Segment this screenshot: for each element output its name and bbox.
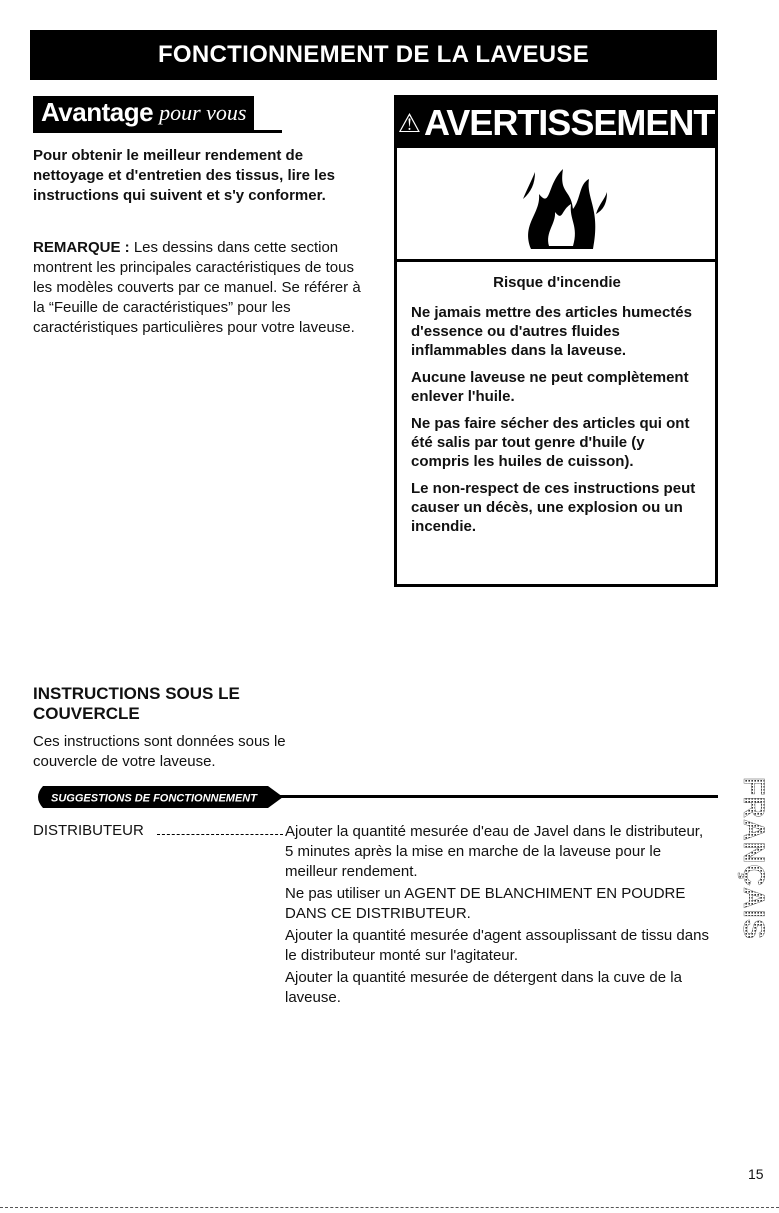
warning-line: Aucune laveuse ne peut complètement enlever l'huile. [411,369,689,405]
note-text: Les dessins dans cette section montrent les principales caractéristiques de tous les modèles couverts par ce manuel. Se référer à la “Feuille de caractéristiques” pour les caractéristiques particulières pour votre laveuse. [33,239,361,336]
bottom-rule [0,1207,779,1208]
intro-text: Pour obtenir le meilleur rendement de nettoyage et d'entretien des tissus, lire les instructions qui suivent et s'y conformer. [33,147,335,204]
suggestions-divider [270,795,718,798]
fire-icon [397,148,715,262]
side-tab-text: FRANÇAIS [737,777,770,940]
dispenser-paragraph: Ajouter la quantité mesurée d'eau de Javel dans le distributeur, 5 minutes après la mise en marche de la laveuse pour le meilleur rendement. [285,823,704,880]
logo-underline [33,130,282,133]
note-paragraph [33,238,363,338]
dispenser-label: DISTRIBUTEUR [33,822,144,839]
warning-triangle-icon: ⚠ [397,107,420,138]
logo-script: pour vous [159,99,247,125]
logo-word: Avantage [41,97,154,127]
dispenser-leader-line [157,834,283,835]
instructions-body: Ces instructions sont données sous le couvercle de votre laveuse. [33,733,286,770]
warning-line: Ne pas faire sécher des articles qui ont été salis par tout genre d'huile (y compris les huiles de cuisson). [411,415,690,470]
dispenser-paragraph: Ajouter la quantité mesurée de détergent dans la cuve de la laveuse. [285,969,682,1006]
warning-line: Ne jamais mettre des articles humectés d'essence ou d'autres fluides inflammables dans la laveuse. [411,304,692,359]
dispenser-paragraph: Ne pas utiliser un AGENT DE BLANCHIMENT EN POUDRE DANS CE DISTRIBUTEUR. [285,885,686,922]
page-title: FONCTIONNEMENT DE LA LAVEUSE [30,30,717,80]
language-side-tab [736,777,772,1009]
warning-header [397,98,715,148]
page-number: 15 [748,1166,764,1182]
instructions-heading: INSTRUCTIONS SOUS LE COUVERCLE [33,684,240,723]
warning-line: Le non-respect de ces instructions peut causer un décès, une explosion ou un incendie. [411,480,696,535]
avantage-logo [33,96,254,133]
suggestions-label: SUGGESTIONS DE FONCTIONNEMENT [51,792,257,805]
warning-text [397,262,715,536]
warning-box [394,95,718,587]
risk-title: Risque d'incendie [493,274,621,291]
note-label: REMARQUE : [33,239,130,256]
warning-title: AVERTISSEMENT [423,102,715,143]
suggestions-banner [33,786,283,808]
dispenser-body [285,822,715,1010]
dispenser-paragraph: Ajouter la quantité mesurée d'agent assouplissant de tissu dans le distributeur monté sur l'agitateur. [285,927,709,964]
